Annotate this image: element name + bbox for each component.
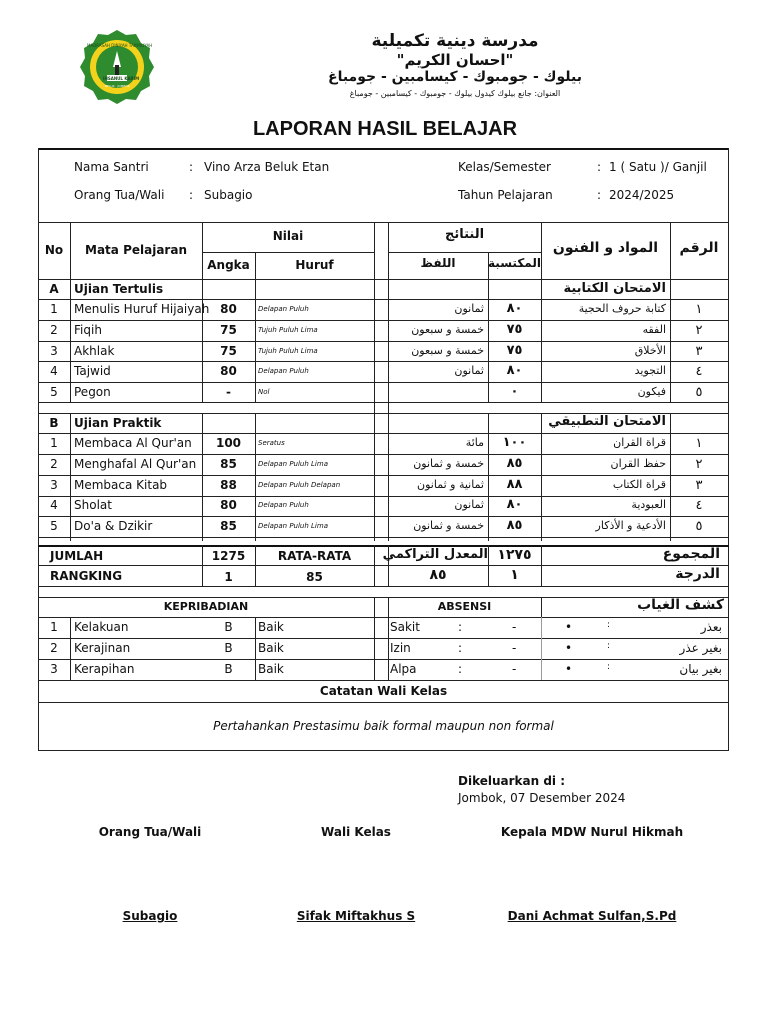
- section-a-letter: A: [49, 282, 59, 296]
- absensi-dot: •: [565, 641, 573, 655]
- row-num-ar: ٧٥: [506, 343, 523, 358]
- row-no-ar: ٣: [695, 478, 703, 493]
- section-b-title-ar: الامتحان التطبيقي: [548, 414, 666, 429]
- section-a-title-ar: الامتحان الكتابية: [563, 281, 666, 296]
- absensi-value: -: [512, 641, 517, 655]
- rata-label: RATA-RATA: [277, 549, 352, 563]
- logo-text-top: MADRASAH DINIYAH TAKMILIYAH: [87, 43, 153, 48]
- row-no-ar: ٤: [695, 364, 703, 379]
- name-label: Nama Santri: [74, 160, 149, 174]
- col-subject-ar: المواد و الفنون: [552, 240, 659, 256]
- head-role: Kepala MDW Nurul Hikmah: [500, 825, 684, 839]
- issued-place-date: Jombok, 07 Desember 2024: [458, 791, 626, 805]
- row-huruf: Delapan Puluh Lima: [258, 522, 328, 530]
- parent-label: Orang Tua/Wali: [74, 188, 165, 202]
- absensi-dot: •: [565, 662, 573, 676]
- kepribadian-title: KEPRIBADIAN: [163, 600, 249, 613]
- catatan-text: Pertahankan Prestasimu baik formal maupun non formal: [213, 719, 554, 733]
- section-a-title: Ujian Tertulis: [74, 282, 164, 296]
- row-subject: Menulis Huruf Hijaiyah: [74, 302, 210, 316]
- absensi-colon-ar: :: [607, 641, 611, 651]
- school-name-ar: مدرسة دينية تكميلية: [371, 31, 539, 51]
- jumlah-label: JUMLAH: [50, 549, 104, 563]
- kepribadian-no: 2: [50, 641, 58, 655]
- catatan-title: Catatan Wali Kelas: [319, 684, 448, 698]
- row-no-ar: ٢: [695, 323, 703, 338]
- row-num-ar: ٨٠: [506, 497, 523, 512]
- jumlah-value: 1275: [211, 549, 246, 563]
- col-subject: Mata Pelajaran: [85, 243, 187, 257]
- jumlah-ar-label: المجموع: [662, 546, 720, 562]
- row-angka: 75: [220, 323, 237, 337]
- row-subject-ar: كتابة حروف الحجية: [578, 302, 666, 315]
- row-huruf: Delapan Puluh: [258, 501, 309, 509]
- row-subject: Fiqih: [74, 323, 102, 337]
- head-signature-name: Dani Achmat Sulfan,S.Pd: [507, 909, 677, 923]
- row-lafdz-ar: خمسة و سبعون: [411, 344, 484, 357]
- row-lafdz-ar: خمسة و ثمانون: [413, 519, 484, 532]
- row-angka: 80: [220, 364, 237, 378]
- rank-label: RANGKING: [50, 569, 123, 583]
- kepribadian-desc: Baik: [258, 641, 284, 655]
- row-num-ar: ٧٥: [506, 322, 523, 337]
- col-no-ar: الرقم: [679, 240, 719, 256]
- row-no-ar: ٥: [695, 519, 703, 534]
- row-angka: 80: [220, 498, 237, 512]
- absensi-title-ar: كشف الغياب: [637, 597, 724, 613]
- class-value: 1 ( Satu )/ Ganjil: [609, 160, 707, 174]
- kepribadian-no: 1: [50, 620, 58, 634]
- absensi-colon: :: [458, 620, 463, 634]
- kepribadian-grade: B: [224, 641, 233, 655]
- section-b-letter: B: [49, 416, 59, 430]
- absensi-label: Sakit: [390, 620, 420, 634]
- row-no: 1: [50, 302, 58, 316]
- row-subject-ar: التجويد: [634, 364, 666, 377]
- kepribadian-no: 3: [50, 662, 58, 676]
- row-lafdz-ar: ثمانية و ثمانون: [417, 478, 484, 491]
- row-subject-ar: حفظ القران: [610, 457, 666, 470]
- row-lafdz-ar: ثمانون: [454, 302, 484, 315]
- kepribadian-desc: Baik: [258, 620, 284, 634]
- row-lafdz-ar: مائة: [465, 436, 484, 449]
- row-angka: 85: [220, 457, 237, 471]
- row-num-ar: ٨٥: [506, 518, 523, 533]
- absensi-label-ar: بغير عذر: [679, 641, 722, 655]
- col-angka: Angka: [207, 258, 250, 272]
- col-nilai: Nilai: [272, 229, 304, 243]
- logo-text-name: IHSANUL KARIM: [103, 76, 140, 81]
- row-no: 2: [50, 457, 58, 471]
- row-no: 3: [50, 344, 58, 358]
- row-num-ar: ٠: [510, 384, 519, 399]
- teacher-role: Wali Kelas: [321, 825, 391, 839]
- row-huruf: Delapan Puluh: [258, 305, 309, 313]
- row-subject-ar: الأخلاق: [634, 344, 666, 357]
- row-subject-ar: قراة الكتاب: [612, 478, 666, 491]
- absensi-label-ar: بعذر: [700, 620, 722, 634]
- kepribadian-name: Kerajinan: [74, 641, 131, 655]
- parent-role: Orang Tua/Wali: [98, 825, 202, 839]
- absensi-label-ar: بغير بيان: [679, 662, 722, 676]
- rata-ar-value: ٨٥: [429, 567, 447, 583]
- row-lafdz-ar: ثمانون: [454, 364, 484, 377]
- absensi-dot: •: [565, 620, 573, 634]
- row-subject: Menghafal Al Qur'an: [74, 457, 197, 471]
- row-num-ar: ٨٨: [506, 477, 523, 492]
- absensi-colon-ar: :: [607, 662, 611, 672]
- absensi-colon: :: [458, 662, 463, 676]
- row-no-ar: ٥: [695, 385, 703, 400]
- row-num-ar: ٨٥: [506, 456, 523, 471]
- year-label: Tahun Pelajaran: [458, 188, 553, 202]
- row-subject: Tajwid: [74, 364, 111, 378]
- rata-ar-label: المعدل التراكمي: [382, 547, 488, 562]
- kepribadian-desc: Baik: [258, 662, 284, 676]
- row-no: 5: [50, 519, 58, 533]
- row-no-ar: ١: [695, 302, 703, 317]
- name-colon: :: [189, 160, 194, 174]
- row-subject: Membaca Al Qur'an: [74, 436, 192, 450]
- year-colon: :: [597, 188, 602, 202]
- rank-ar-label: الدرجة: [675, 566, 720, 582]
- col-lafdz-ar: اللفظ: [420, 256, 456, 270]
- absensi-title: ABSENSI: [437, 600, 492, 613]
- row-angka: 88: [220, 478, 237, 492]
- class-label: Kelas/Semester: [458, 160, 551, 174]
- school-address-ar: العنوان: جانع بيلوك كيدول بيلوك - جومبوك - كيسامبين - جومباغ: [349, 89, 561, 98]
- school-location-ar: بيلوك - جومبوك - كيسامبين - جومباغ: [328, 69, 582, 85]
- parent-signature-name: Subagio: [122, 909, 178, 923]
- row-subject-ar: العبودية: [631, 498, 666, 511]
- row-angka: 80: [220, 302, 237, 316]
- row-angka: -: [226, 385, 231, 399]
- col-no: No: [44, 243, 64, 257]
- section-b-title: Ujian Praktik: [74, 416, 162, 430]
- class-colon: :: [597, 160, 602, 174]
- row-subject-ar: الفقه: [642, 323, 666, 336]
- row-num-ar: ٨٠: [506, 363, 523, 378]
- name-value: Vino Arza Beluk Etan: [204, 160, 330, 174]
- row-huruf: Nol: [258, 388, 270, 396]
- row-no: 4: [50, 498, 58, 512]
- row-subject-ar: الأدعية و الأذكار: [595, 519, 666, 532]
- row-huruf: Seratus: [258, 439, 285, 447]
- row-no: 2: [50, 323, 58, 337]
- rata-value: 85: [306, 570, 323, 584]
- row-huruf: Tujuh Puluh Lima: [258, 326, 318, 334]
- row-huruf: Delapan Puluh Delapan: [258, 481, 341, 489]
- school-logo: [79, 29, 155, 105]
- absensi-colon-ar: :: [607, 620, 611, 630]
- row-angka: 85: [220, 519, 237, 533]
- issued-label: Dikeluarkan di :: [458, 774, 566, 788]
- report-title: LAPORAN HASIL BELAJAR: [252, 118, 518, 140]
- row-angka: 75: [220, 344, 237, 358]
- row-angka: 100: [215, 436, 242, 450]
- row-lafdz-ar: خمسة و ثمانون: [413, 457, 484, 470]
- kepribadian-grade: B: [224, 620, 233, 634]
- row-subject: Membaca Kitab: [74, 478, 168, 492]
- row-no: 5: [50, 385, 58, 399]
- row-subject: Sholat: [74, 498, 112, 512]
- row-no-ar: ٣: [695, 344, 703, 359]
- absensi-label: Alpa: [390, 662, 417, 676]
- row-no: 4: [50, 364, 58, 378]
- teacher-signature-name: Sifak Miftakhus S: [296, 909, 416, 923]
- absensi-value: -: [512, 662, 517, 676]
- row-lafdz-ar: ثمانون: [454, 498, 484, 511]
- row-subject-ar: قراة القران: [613, 436, 666, 449]
- row-num-ar: ٨٠: [506, 301, 523, 316]
- row-huruf: Delapan Puluh: [258, 367, 309, 375]
- row-subject-ar: فيكون: [637, 385, 666, 398]
- row-subject: Akhlak: [74, 344, 115, 358]
- rank-value: 1: [224, 570, 233, 584]
- row-lafdz-ar: خمسة و سبعون: [411, 323, 484, 336]
- parent-colon: :: [189, 188, 194, 202]
- row-no-ar: ١: [695, 436, 703, 451]
- row-no-ar: ٢: [695, 457, 703, 472]
- row-no-ar: ٤: [695, 498, 703, 513]
- year-value: 2024/2025: [609, 188, 675, 202]
- col-muktasabah-ar: المكتسبة: [488, 256, 541, 270]
- row-subject: Pegon: [74, 385, 111, 399]
- row-no: 1: [50, 436, 58, 450]
- parent-value: Subagio: [204, 188, 253, 202]
- kepribadian-name: Kerapihan: [74, 662, 135, 676]
- school-title-ar: "احسان الكريم": [396, 51, 514, 69]
- row-huruf: Delapan Puluh Lima: [258, 460, 328, 468]
- absensi-value: -: [512, 620, 517, 634]
- col-huruf: Huruf: [295, 258, 334, 272]
- rank-ar-value: ١: [510, 567, 519, 583]
- kepribadian-name: Kelakuan: [74, 620, 129, 634]
- row-no: 3: [50, 478, 58, 492]
- kepribadian-grade: B: [224, 662, 233, 676]
- row-huruf: Tujuh Puluh Lima: [258, 347, 318, 355]
- row-num-ar: ١٠٠: [502, 435, 527, 450]
- col-results-ar: النتائج: [444, 227, 485, 242]
- jumlah-ar-value: ١٢٧٥: [497, 547, 532, 563]
- row-subject: Do'a & Dzikir: [74, 519, 153, 533]
- absensi-colon: :: [458, 641, 463, 655]
- logo-text-bottom: BELUK · JOMBOK: [105, 84, 130, 88]
- absensi-label: Izin: [390, 641, 411, 655]
